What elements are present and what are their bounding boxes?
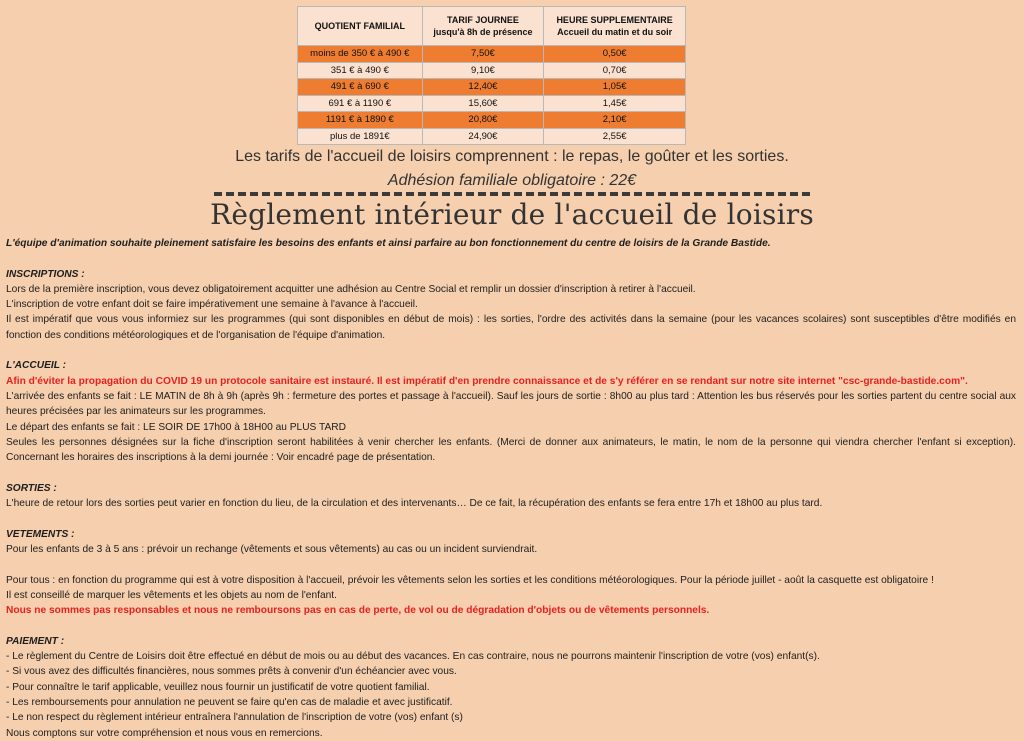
cell-quotient: plus de 1891€ [298, 128, 423, 145]
cell-tarif: 12,40€ [422, 79, 544, 96]
table-row [298, 79, 686, 96]
inscriptions-p1: Lors de la première inscription, vous devez obligatoirement acquitter une adhésion au Centre Social et remplir un dossier d'inscription à retirer à l'accueil. [6, 283, 696, 295]
cell-heure: 1,45€ [544, 95, 686, 112]
paiement-heading: PAIEMENT : [6, 635, 65, 647]
table-row [298, 128, 686, 145]
inscriptions-p3: Il est impératif que vous vous informiez sur les programmes (qui sont disponibles en début de mois) : les sorties, l'ordre des activités dans la semaine (pour les vacances scolaires) sont susceptibles d'être modifiés en fonction des conditions météorologiques et de l'organisation de l'équipe d'animation. [6, 314, 1016, 341]
adhesion-note: Adhésion familiale obligatoire : 22€ [387, 172, 637, 189]
list-item: - Les remboursements pour annulation ne peuvent se faire qu'en cas de maladie et avec justificatif. [6, 696, 453, 708]
accueil-heading: L'ACCUEIL : [6, 360, 66, 372]
vetements-p2: Pour tous : en fonction du programme qui est à votre disposition à l'accueil, prévoir les vêtements selon les sorties et les conditions météorologiques. Pour la période juillet - août la casquette est obligatoire ! [6, 574, 934, 586]
intro-text: L'équipe d'animation souhaite pleinement satisfaire les besoins des enfants et ainsi parfaire au bon fonctionnement du centre de loisirs de la Grande Bastide. [6, 238, 771, 249]
cell-quotient: 1191 € à 1890 € [298, 112, 423, 129]
table-row [298, 112, 686, 129]
cell-tarif: 7,50€ [422, 46, 544, 63]
cell-heure: 2,10€ [544, 112, 686, 129]
accueil-p3: Seules les personnes désignées sur la fiche d'inscription seront habilitées à venir chercher les enfants. (Merci de donner aux animateurs, le matin, le nom de la personne qui viendra chercher l'enfant si exception). Concernant les horaires des inscriptions à la demi journée : Voir encadré page de présentation. [6, 436, 1016, 464]
sorties-p1: L'heure de retour lors des sorties peut varier en fonction du lieu, de la circulation et des intervenants… De ce fait, la récupération des enfants se fera entre 17h et 18h00 au plus tard. [6, 498, 823, 510]
cell-quotient: 351 € à 490 € [298, 62, 423, 79]
list-item: - Le règlement du Centre de Loisirs doit être effectué en début de mois ou au début des vacances. En cas contraire, nous ne pourrons maintenir l'inscription de votre (vos) enfant(s). [6, 651, 820, 663]
table-row [298, 62, 686, 79]
inscriptions-heading: INSCRIPTIONS : [6, 268, 85, 280]
accueil-p1: L'arrivée des enfants se fait : LE MATIN de 8h à 9h (après 9h : fermeture des portes et passage à l'accueil). Sauf les jours de sortie : 8h00 au plus tard : Attention les bus réservés pour les sorties partent du centre social aux heures précisées par les animateurs sur les programmes. [6, 390, 1016, 418]
vetements-heading: VETEMENTS : [6, 528, 75, 540]
covid-notice: Afin d'éviter la propagation du COVID 19 un protocole sanitaire est instauré. Il est impératif d'en prendre connaissance et de s'y référer en se rendant sur notre site internet "csc-grande-bastide.com". [6, 375, 968, 387]
sorties-heading: SORTIES : [6, 482, 57, 494]
table-row [298, 95, 686, 112]
cell-tarif: 20,80€ [422, 112, 544, 129]
tariff-table [297, 6, 686, 145]
tariff-table-header [298, 7, 686, 46]
cell-quotient: 691 € à 1190 € [298, 95, 423, 112]
cell-heure: 0,70€ [544, 62, 686, 79]
cell-tarif: 15,60€ [422, 95, 544, 112]
header-tarif: TARIF JOURNEE jusqu'à 8h de présence [422, 7, 544, 46]
cell-heure: 0,50€ [544, 46, 686, 63]
header-quotient: QUOTIENT FAMILIAL [298, 7, 423, 46]
list-item: - Pour connaître le tarif applicable, veuillez nous fournir un justificatif de votre quotient familial. [6, 681, 430, 693]
dashed-divider [214, 192, 810, 196]
header-heure: HEURE SUPPLEMENTAIRE Accueil du matin et du soir [544, 7, 686, 46]
cell-quotient: moins de 350 € à 490 € [298, 46, 423, 63]
cell-tarif: 24,90€ [422, 128, 544, 145]
table-row [298, 46, 686, 63]
accueil-p2: Le départ des enfants se fait : LE SOIR DE 17h00 à 18H00 au PLUS TARD [6, 421, 346, 433]
paiement-closing: Nous comptons sur votre compréhension et nous vous en remercions. [6, 727, 323, 739]
cell-heure: 1,05€ [544, 79, 686, 96]
list-item: - Le non respect du règlement intérieur entraînera l'annulation de l'inscription de votre (vos) enfant (s) [6, 712, 463, 724]
vetements-warning: Nous ne sommes pas responsables et nous ne remboursons pas en cas de perte, de vol ou de dégradation d'objets ou de vêtements personnels. [6, 605, 710, 617]
vetements-p3: Il est conseillé de marquer les vêtements et les objets au nom de l'enfant. [6, 589, 337, 601]
cell-tarif: 9,10€ [422, 62, 544, 79]
tarifs-note: Les tarifs de l'accueil de loisirs comprennent : le repas, le goûter et les sorties. [235, 148, 789, 165]
vetements-p1: Pour les enfants de 3 à 5 ans : prévoir un rechange (vêtements et sous vêtements) au cas ou un incident surviendrait. [6, 543, 538, 555]
inscriptions-p2: L'inscription de votre enfant doit se faire impérativement une semaine à l'avance à l'accueil. [6, 299, 418, 311]
cell-quotient: 491 € à 690 € [298, 79, 423, 96]
cell-heure: 2,55€ [544, 128, 686, 145]
page-title: Règlement intérieur de l'accueil de loisirs [210, 198, 814, 231]
list-item: - Si vous avez des difficultés financières, nous sommes prêts à convenir d'un échéancier avec vous. [6, 666, 457, 678]
reglement-body [6, 236, 1016, 741]
